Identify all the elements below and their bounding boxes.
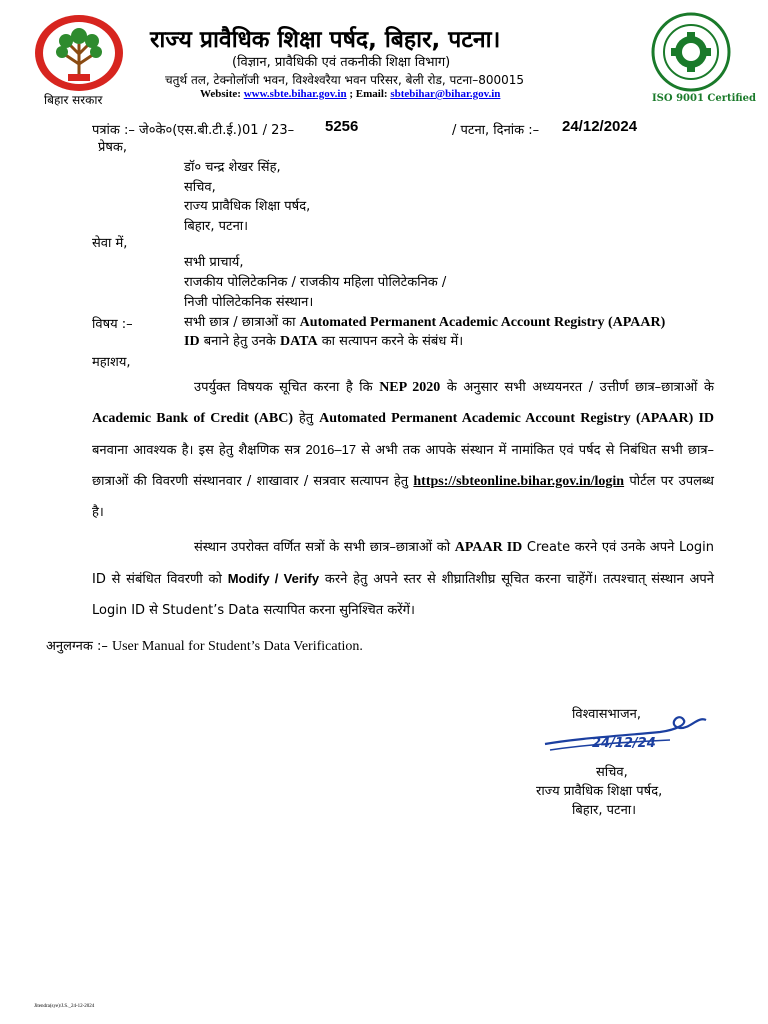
sbte-logo: [646, 12, 736, 92]
date-label: / पटना, दिनांक :–: [452, 123, 540, 138]
subject-data: DATA: [279, 334, 318, 349]
para2-text-2: Create करने एवं उनके अपने Login ID से संबंधित विवरणी को: [92, 540, 715, 587]
para1-text-1: उपर्युक्त विषयक सूचित करना है कि: [194, 380, 373, 395]
footer-note: Jitendra(sye)/J.S._24-12-2024: [34, 1004, 95, 1009]
subject-line-1: [184, 312, 665, 331]
iso-certified-label: ISO 9001 Certified: [652, 93, 757, 104]
signatory-designation: सचिव,: [596, 765, 628, 780]
para1-apaar: Automated Permanent Academic Account Registry (APAAR) ID: [319, 411, 715, 426]
body-paragraph-1: [92, 372, 714, 528]
recipient-line-2: राजकीय पोलिटेकनिक / राजकीय महिला पोलिटेकनिक /: [184, 275, 447, 290]
recipient-line-3: निजी पोलिटेकनिक संस्थान।: [184, 295, 314, 310]
website-label: Website:: [200, 88, 241, 100]
page-title: राज्य प्रावैधिक शिक्षा पर्षद, बिहार, पटना।: [150, 27, 501, 53]
contact-line: [200, 88, 500, 100]
enclosure-text: User Manual for Student’s Data Verification.: [111, 639, 363, 654]
enclosure-label: अनुलग्नक :–: [46, 639, 108, 654]
signature-date: 24/12/24: [592, 736, 656, 751]
subject-text-3: का सत्यापन करने के संबंध में।: [321, 334, 464, 349]
email-label: ; Email:: [349, 88, 388, 100]
para2-text-1: संस्थान उपरोक्त वर्णित सत्रों के सभी छात्र–छात्राओं को: [194, 540, 451, 555]
website-link[interactable]: www.sbte.bihar.gov.in: [243, 88, 347, 100]
enclosure: [46, 636, 363, 655]
email-link[interactable]: sbtebihar@bihar.gov.in: [390, 88, 501, 100]
subject-apaar-title: Automated Permanent Academic Account Registry (APAAR): [299, 315, 666, 330]
para1-nep: NEP 2020: [379, 380, 441, 395]
ref-number-label: पत्रांक :– जे०के०(एस.बी.टी.ई.)01 / 23–: [92, 123, 295, 138]
para1-text-4: बनवाना आवश्यक है। इस हेतु शैक्षणिक सत्र: [92, 443, 301, 458]
portal-link[interactable]: https://sbteonline.bihar.gov.in/login: [413, 474, 625, 489]
bihar-tree-emblem-icon: [34, 14, 124, 92]
signatory-org: राज्य प्रावैधिक शिक्षा पर्षद,: [536, 784, 663, 799]
sender-place: बिहार, पटना।: [184, 219, 249, 234]
para1-session: 2016–17: [305, 442, 357, 457]
sender-name: डॉ० चन्द्र शेखर सिंह,: [184, 160, 281, 175]
sbte-seal-icon: [646, 12, 736, 92]
sender-label: प्रेषक,: [98, 140, 128, 155]
recipient-label: सेवा में,: [92, 236, 128, 251]
para2-apaar: APAAR ID: [454, 540, 523, 555]
ref-number: 5256: [325, 118, 359, 135]
subject-line-2: [184, 331, 463, 350]
subject-id: ID: [184, 334, 200, 349]
para1-text-6: पोर्टल पर उपलब्ध है।: [92, 474, 714, 520]
letter-date: 24/12/2024: [562, 118, 638, 135]
govt-emblem-logo: [34, 14, 124, 92]
salutation: महाशय,: [92, 355, 131, 370]
govt-label: बिहार सरकार: [44, 93, 103, 107]
subject-label: विषय :–: [92, 317, 133, 332]
closing: विश्वासभाजन,: [572, 707, 642, 722]
recipient-line-1: सभी प्राचार्य,: [184, 255, 244, 270]
para1-abc: Academic Bank of Credit (ABC): [92, 411, 294, 426]
subject-text-2: बनाने हेतु उनके: [203, 334, 276, 349]
para1-text-5: से अभी तक आपके संस्थान में नामांकित एवं पर्षद से निबंधित सभी छात्र–छात्राओं की विवरणी संस्थानवार / शाखावार / सत्रवार सत्यापन हेतु: [92, 443, 715, 489]
address-line: चतुर्थ तल, टेक्नोलॉजी भवन, विश्वेश्वरैया भवन परिसर, बेली रोड, पटना–800015: [165, 73, 525, 87]
body-paragraph-2: [92, 532, 714, 626]
sender-designation: सचिव,: [184, 180, 216, 195]
para2-text-3: करने हेतु अपने स्तर से शीघ्रातिशीघ्र सूचित करना चाहेंगें। तत्पश्चात् संस्थान अपने Login ID से Student’s Data सत्यापित करना सुनिश्चित करेंगें।: [92, 572, 714, 618]
signatory-place: बिहार, पटना।: [572, 803, 637, 818]
department-line: (विज्ञान, प्रावैधिकी एवं तकनीकी शिक्षा विभाग): [232, 55, 451, 70]
para2-modify-verify: Modify / Verify: [227, 571, 320, 586]
para1-text-2: के अनुसार सभी अध्ययनरत / उत्तीर्ण छात्र–छात्राओं के: [446, 380, 714, 395]
para1-text-3: हेतु: [298, 411, 314, 426]
subject-text-1: सभी छात्र / छात्राओं का: [184, 315, 296, 330]
sender-org: राज्य प्रावैधिक शिक्षा पर्षद,: [184, 199, 311, 214]
